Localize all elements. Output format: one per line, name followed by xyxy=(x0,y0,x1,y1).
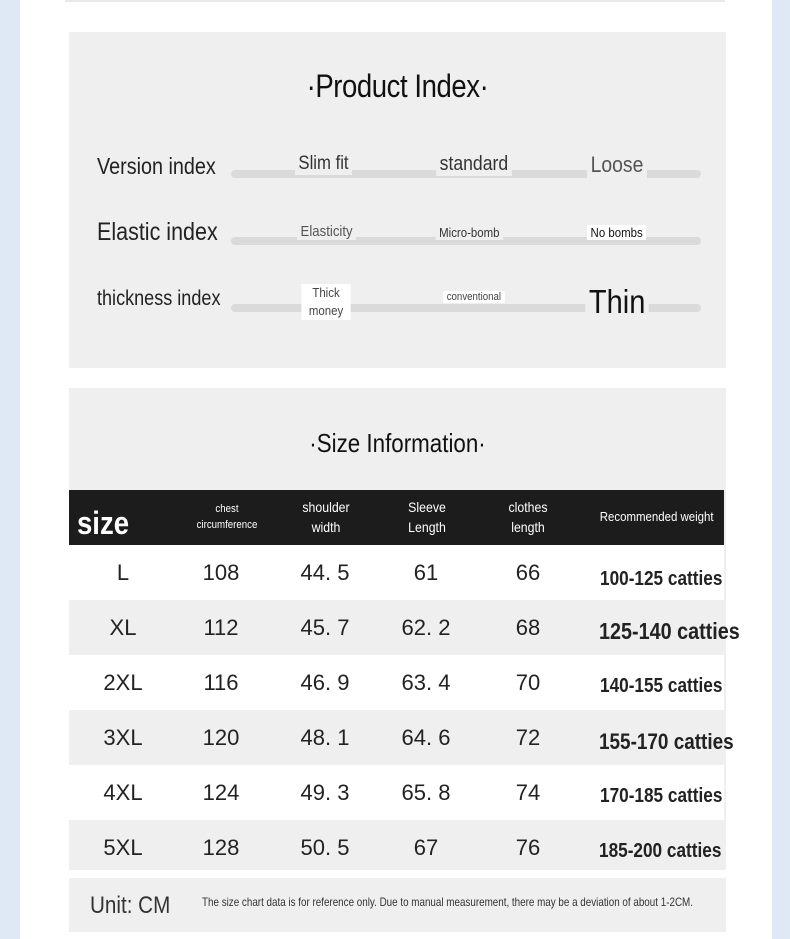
cell-weight: 170-185 catties xyxy=(600,785,723,807)
cell-chest: 124 xyxy=(202,779,240,805)
cell-size: 3XL xyxy=(103,724,143,750)
size-information-title: ·Size Information· xyxy=(309,428,486,458)
unit-label: Unit: CM xyxy=(90,892,171,919)
cell-chest: 128 xyxy=(202,834,240,860)
cell-clothes-length: 76 xyxy=(515,834,541,860)
option-thick-money: Thick money xyxy=(301,284,350,320)
table-row xyxy=(69,710,734,765)
table-row xyxy=(69,765,724,820)
cell-weight: 125-140 catties xyxy=(599,618,740,644)
cell-chest: 116 xyxy=(203,669,239,695)
cell-clothes-length: 68 xyxy=(515,614,541,640)
table-row xyxy=(69,545,724,600)
elastic-index-label: Elastic index xyxy=(97,218,218,246)
cell-shoulder: 44. 5 xyxy=(300,559,350,585)
cell-sleeve: 67 xyxy=(413,834,439,860)
option-elasticity: Elasticity xyxy=(297,223,356,240)
cell-shoulder: 46. 9 xyxy=(300,669,350,695)
size-chart-footer xyxy=(69,878,726,932)
top-divider xyxy=(65,0,725,2)
cell-weight: 100-125 catties xyxy=(600,568,723,590)
thickness-index-label: thickness index xyxy=(97,287,221,310)
option-micro-bomb: Micro-bomb xyxy=(436,225,503,240)
option-loose: Loose xyxy=(587,152,647,178)
product-index-panel xyxy=(69,32,726,368)
option-slim-fit: Slim fit xyxy=(295,153,352,175)
cell-shoulder: 48. 1 xyxy=(300,724,350,750)
cell-chest: 112 xyxy=(203,614,239,640)
thickness-index-row xyxy=(69,282,726,322)
cell-sleeve: 65. 8 xyxy=(401,779,451,805)
header-shoulder-width: shoulder width xyxy=(302,498,350,535)
cell-size: 4XL xyxy=(103,779,143,805)
cell-sleeve: 62. 2 xyxy=(401,614,451,640)
size-information-panel xyxy=(69,388,740,870)
option-thin: Thin xyxy=(585,283,649,321)
header-recommended-weight: Recommended weight xyxy=(599,509,714,525)
cell-size: 2XL xyxy=(103,669,143,695)
option-standard: standard xyxy=(436,153,512,176)
header-sleeve-length: Sleeve Length xyxy=(408,498,446,535)
cell-clothes-length: 70 xyxy=(515,669,541,695)
table-row xyxy=(69,820,724,870)
cell-shoulder: 45. 7 xyxy=(300,614,350,640)
product-index-title: ·Product Index· xyxy=(306,68,489,104)
reference-note: The size chart data is for reference only. Due to manual measurement, there may be a deviation of about 1-2CM. xyxy=(202,895,693,909)
cell-sleeve: 63. 4 xyxy=(401,669,451,695)
cell-clothes-length: 66 xyxy=(515,559,541,585)
cell-size: XL xyxy=(109,614,137,640)
cell-clothes-length: 72 xyxy=(515,724,541,750)
option-no-bombs: No bombs xyxy=(587,225,646,240)
elastic-index-row xyxy=(69,215,726,255)
option-conventional: conventional xyxy=(443,291,504,303)
header-size: size xyxy=(77,505,130,542)
cell-shoulder: 50. 5 xyxy=(300,834,350,860)
cell-sleeve: 61 xyxy=(413,559,439,585)
cell-clothes-length: 74 xyxy=(515,779,541,805)
cell-chest: 108 xyxy=(202,559,240,585)
table-row xyxy=(69,600,740,655)
cell-size: 5XL xyxy=(103,834,143,860)
cell-weight: 140-155 catties xyxy=(600,675,723,697)
cell-sleeve: 64. 6 xyxy=(401,724,451,750)
header-chest-circumference: chest circumference xyxy=(196,503,258,531)
table-row xyxy=(69,655,724,710)
page-sheet xyxy=(20,0,772,939)
cell-chest: 120 xyxy=(202,724,240,750)
version-index-row xyxy=(69,147,726,187)
header-clothes-length: clothes length xyxy=(508,498,548,535)
size-table-header xyxy=(69,490,724,545)
version-index-label: Version index xyxy=(97,153,216,179)
cell-shoulder: 49. 3 xyxy=(300,779,350,805)
cell-size: L xyxy=(116,559,130,585)
cell-weight: 185-200 catties xyxy=(599,840,722,862)
cell-weight: 155-170 catties xyxy=(599,728,734,754)
